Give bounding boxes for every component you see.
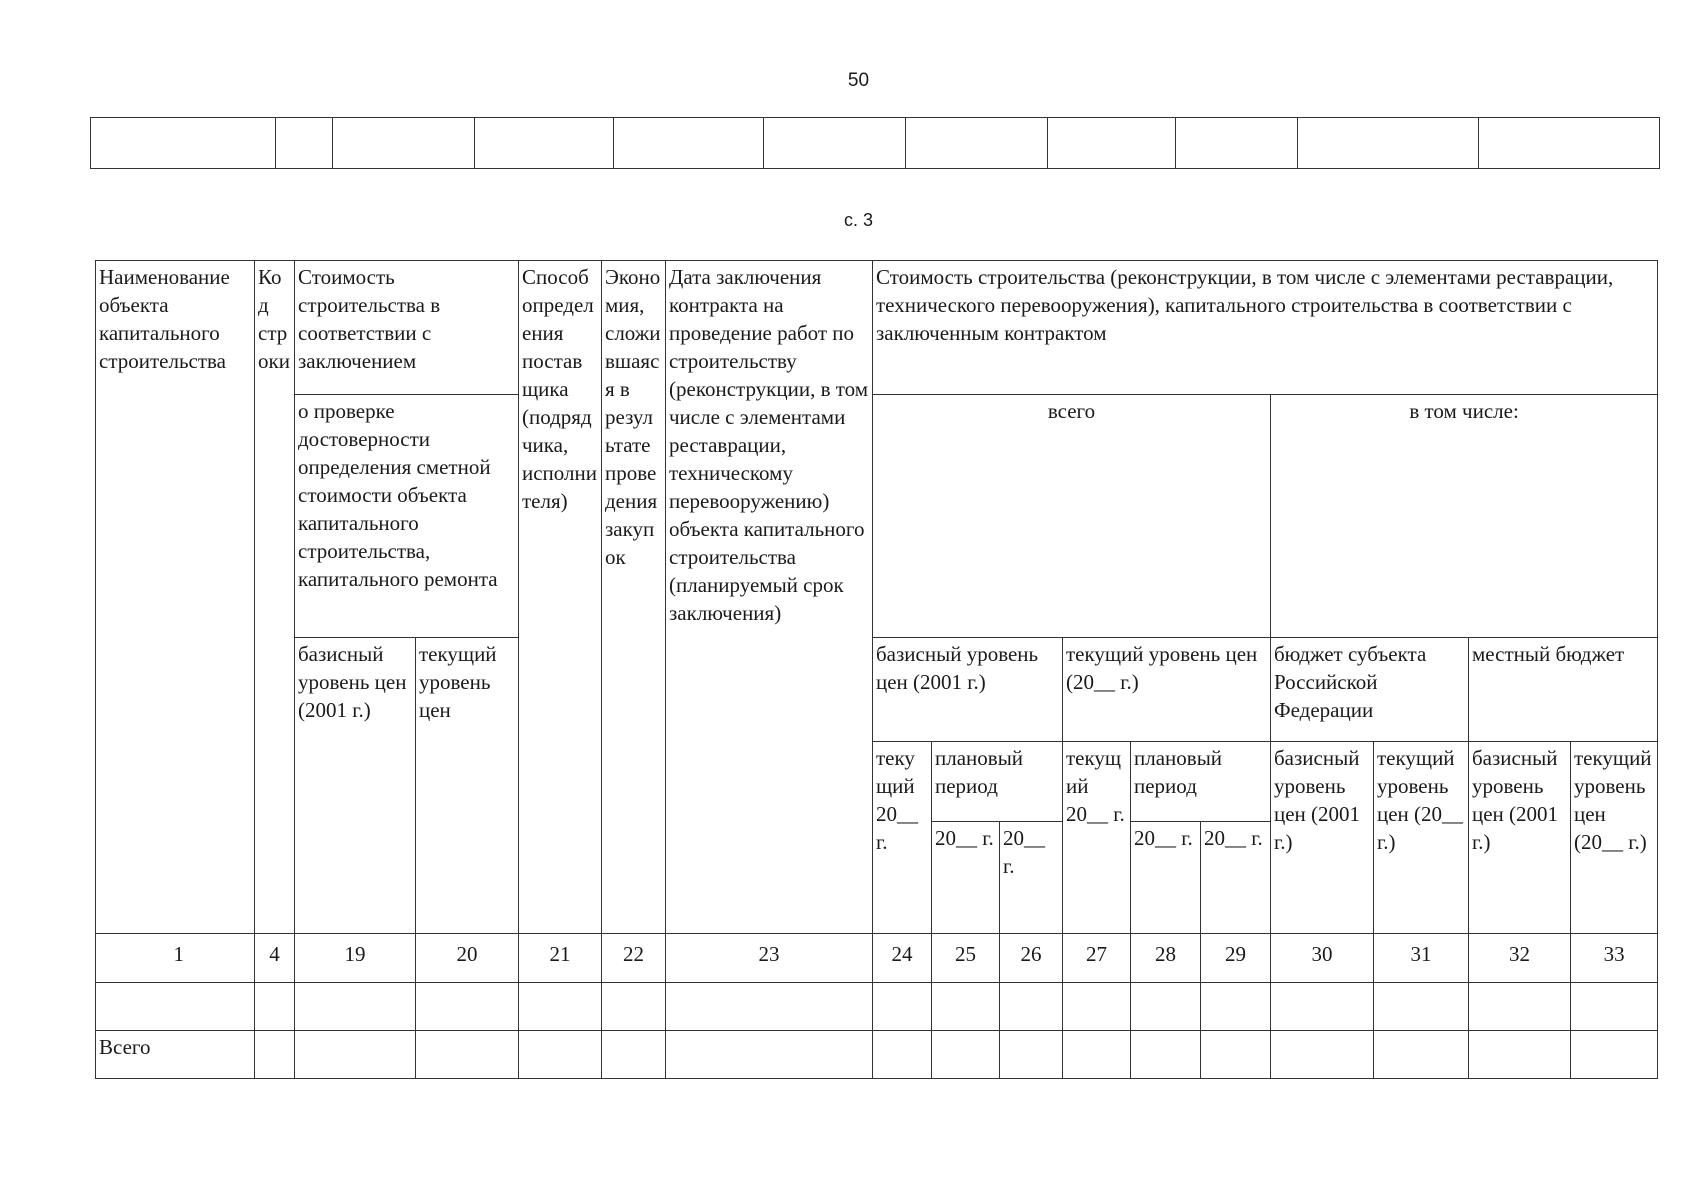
header-regional-base-level: базисный уровень цен (2001 г.) [1271, 742, 1374, 934]
header-local-base-level: базисный уровень цен (2001 г.) [1469, 742, 1571, 934]
table-cell [1271, 983, 1374, 1031]
table-cell [602, 1031, 666, 1079]
header-total: всего [873, 395, 1271, 638]
strip-cell [1298, 118, 1479, 169]
section-label: с. 3 [843, 210, 873, 230]
header-cost-verification: о проверке достоверности определения сметной стоимости объекта капитального строительства, капитального ремонта [295, 395, 519, 638]
header-current-level-20: текущий уровень цен (20__ г.) [1063, 638, 1271, 742]
table-cell [255, 983, 295, 1031]
column-number: 25 [932, 934, 1000, 983]
table-cell [1374, 1031, 1469, 1079]
header-procurement-savings: Экономия, сложившаяся в результате проведения закупок [602, 261, 666, 934]
column-number: 33 [1571, 934, 1658, 983]
column-number: 20 [416, 934, 519, 983]
strip-cell [764, 118, 906, 169]
header-row-code: Код строки [255, 261, 295, 934]
table-cell [1063, 983, 1131, 1031]
table-cell [519, 1031, 602, 1079]
strip-cell [1176, 118, 1298, 169]
table-cell [1000, 983, 1063, 1031]
column-number: 28 [1131, 934, 1201, 983]
header-current-price: текущий уровень цен [416, 638, 519, 934]
column-number: 27 [1063, 934, 1131, 983]
table-cell [1374, 983, 1469, 1031]
header-including: в том числе: [1271, 395, 1658, 638]
strip-cell [91, 118, 276, 169]
page-number: 50 [847, 70, 870, 91]
table-cell [1469, 1031, 1571, 1079]
strip-cell [276, 118, 333, 169]
table-cell [873, 1031, 932, 1079]
table-cell [932, 1031, 1000, 1079]
strip-cell [614, 118, 764, 169]
header-row-3 [96, 638, 1658, 742]
table-cell [255, 1031, 295, 1079]
header-row-1 [96, 261, 1658, 395]
header-current-year-base: текущий 20__ г. [873, 742, 932, 934]
data-row [96, 983, 1658, 1031]
table-cell [295, 1031, 416, 1079]
header-cost-by-conclusion: Стоимость строительства в соответствии с заключением [295, 261, 519, 395]
table-cell [1131, 1031, 1201, 1079]
header-contract-date: Дата заключения контракта на проведение работ по строительству (реконструкции, в том числе с элементами реставрации, техническому перевооружению) объекта капитального строительства (планируемый срок заключения) [666, 261, 873, 934]
column-number: 22 [602, 934, 666, 983]
table-cell [96, 983, 255, 1031]
header-regional-budget: бюджет субъекта Российской Федерации [1271, 638, 1469, 742]
table-cell [1271, 1031, 1374, 1079]
table-cell [1571, 983, 1658, 1031]
column-number: 29 [1201, 934, 1271, 983]
table-cell [873, 983, 932, 1031]
header-local-budget: местный бюджет [1469, 638, 1658, 742]
table-cell [519, 983, 602, 1031]
column-number: 1 [96, 934, 255, 983]
column-number: 30 [1271, 934, 1374, 983]
column-number: 19 [295, 934, 416, 983]
table-cell [416, 1031, 519, 1079]
header-plan-year-2-base: 20__ г. [1000, 822, 1063, 934]
table-cell [1000, 1031, 1063, 1079]
table-cell [295, 983, 416, 1031]
strip-cell [475, 118, 614, 169]
table-cell [1201, 1031, 1271, 1079]
total-row [96, 1031, 1658, 1079]
header-regional-current-level: текущий уровень цен (20__ г.) [1374, 742, 1469, 934]
table-cell [1063, 1031, 1131, 1079]
header-row-2 [96, 395, 1658, 638]
header-base-level-2001: базисный уровень цен (2001 г.) [873, 638, 1063, 742]
table-cell [1571, 1031, 1658, 1079]
column-number: 23 [666, 934, 873, 983]
header-plan-period-current: плановый период [1131, 742, 1271, 822]
strip-row [91, 118, 1660, 169]
column-number: 4 [255, 934, 295, 983]
column-number: 31 [1374, 934, 1469, 983]
table-cell [932, 983, 1000, 1031]
table-cell [1201, 983, 1271, 1031]
column-number: 32 [1469, 934, 1571, 983]
column-number: 26 [1000, 934, 1063, 983]
previous-table-strip [90, 117, 1660, 169]
header-object-name: Наименование объекта капитального строительства [96, 261, 255, 934]
header-cost-by-contract: Стоимость строительства (реконструкции, в том числе с элементами реставрации, технического перевооружения), капитального строительства в соответствии с заключенным контрактом [873, 261, 1658, 395]
strip-cell [1479, 118, 1660, 169]
header-base-price-2001: базисный уровень цен (2001 г.) [295, 638, 416, 934]
header-plan-period-base: плановый период [932, 742, 1063, 822]
header-plan-year-1-current: 20__ г. [1131, 822, 1201, 934]
strip-cell [1048, 118, 1176, 169]
header-plan-year-2-current: 20__ г. [1201, 822, 1271, 934]
column-number-row [96, 934, 1658, 983]
table-cell [1469, 983, 1571, 1031]
strip-cell [906, 118, 1048, 169]
total-row-label: Всего [96, 1031, 255, 1079]
construction-cost-table [95, 260, 1658, 1079]
table-cell [666, 1031, 873, 1079]
table-cell [602, 983, 666, 1031]
header-local-current-level: текущий уровень цен (20__ г.) [1571, 742, 1658, 934]
header-supplier-method: Способ определения поставщика (подрядчика, исполнителя) [519, 261, 602, 934]
table-cell [666, 983, 873, 1031]
table-cell [1131, 983, 1201, 1031]
strip-cell [333, 118, 475, 169]
column-number: 21 [519, 934, 602, 983]
column-number: 24 [873, 934, 932, 983]
header-plan-year-1-base: 20__ г. [932, 822, 1000, 934]
header-current-year-current: текущий 20__ г. [1063, 742, 1131, 934]
table-cell [416, 983, 519, 1031]
